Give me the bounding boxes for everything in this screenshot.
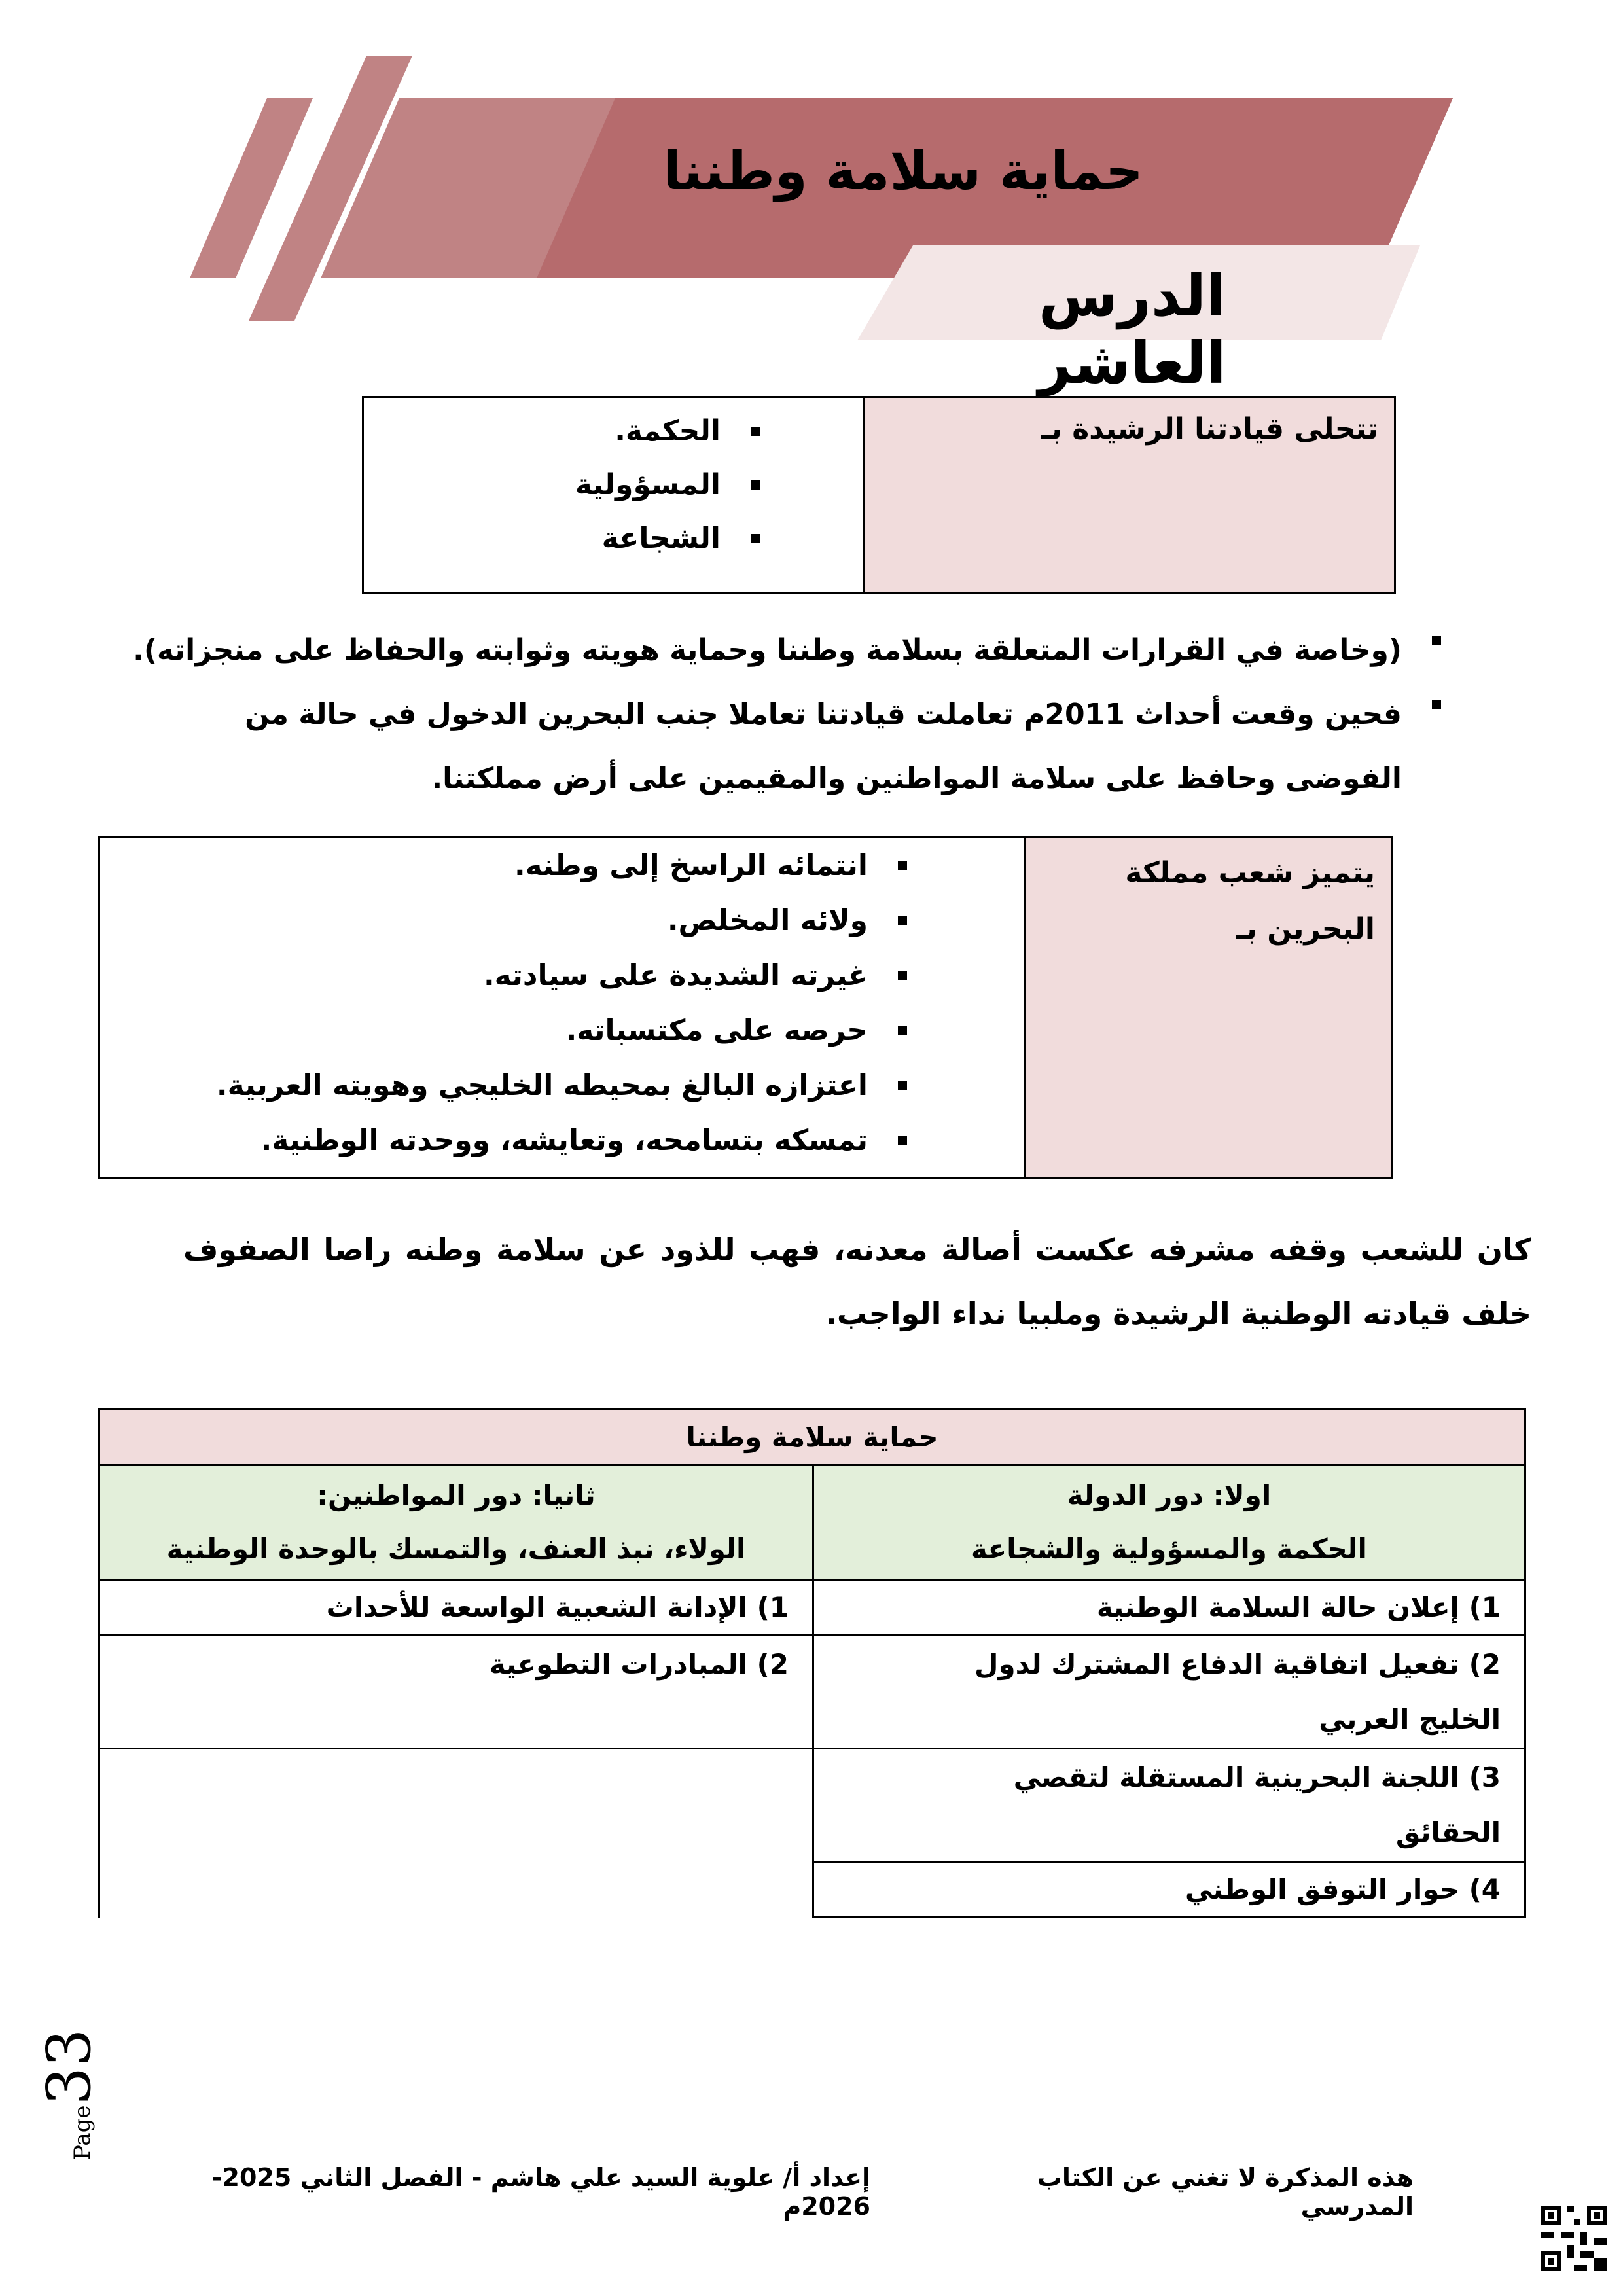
- state-item-4: [813, 1862, 1525, 1918]
- item-text: إعلان حالة السلامة الوطنية: [1096, 1591, 1459, 1623]
- item-number: 2): [757, 1648, 789, 1680]
- citizens-role-heading: ثانيا: دور المواطنين:: [317, 1479, 596, 1511]
- item-number: 2): [1469, 1648, 1501, 1680]
- item-text: حوار التوفق الوطني: [1185, 1873, 1459, 1905]
- state-item-2: [813, 1636, 1525, 1749]
- leadership-label-cell: [865, 397, 1395, 593]
- people-label-cell: [1025, 838, 1392, 1178]
- item-text: الإدانة الشعبية الواسعة للأحداث: [326, 1591, 747, 1623]
- list-item: فحين وقعت أحداث 2011م تعاملت قيادتنا تعاملا جنب البحرين الدخول في حالة من الفوضى وحافظ على سلامة المواطنين والمقيمين على أرض مملكتنا.: [124, 683, 1453, 811]
- citizens-role-sub: الولاء، نبذ العنف، والتمسك بالوحدة الوطنية: [166, 1533, 746, 1565]
- bullet-list: [124, 619, 1453, 811]
- list-item: حرصه على مكتسباته.: [100, 1003, 919, 1058]
- citizen-item-2: [99, 1636, 813, 1749]
- empty-cell: [99, 1862, 813, 1918]
- citizen-item-1: [99, 1580, 813, 1636]
- list-item: اعتزازه البالغ بمحيطه الخليجي وهويته العربية.: [100, 1058, 919, 1113]
- item-number: 1): [1469, 1591, 1501, 1623]
- item-number: 3): [1469, 1761, 1501, 1793]
- item-number: 4): [1469, 1873, 1501, 1905]
- state-item-1: [813, 1580, 1525, 1636]
- people-items-cell: [99, 838, 1025, 1178]
- state-role-heading: اولا: دور الدولة: [1067, 1479, 1272, 1511]
- lesson-title: الدرس العاشر: [1038, 262, 1226, 397]
- list-item: تمسكه بتسامحه، وتعايشه، ووحدته الوطنية.: [100, 1113, 919, 1168]
- list-item: المسؤولية: [364, 458, 772, 512]
- page-number-value: 33: [34, 2028, 104, 2106]
- footer-author: إعداد أ/ علوية السيد علي هاشم - الفصل الثاني 2025-2026م: [211, 2163, 870, 2221]
- people-label-line1: يتميز شعب مملكة: [1125, 856, 1375, 889]
- citizens-role-header: [99, 1465, 813, 1580]
- item-text: المبادرات التطوعية: [489, 1648, 747, 1680]
- leadership-label: تتحلى قيادتنا الرشيدة بـ: [1041, 412, 1378, 446]
- roles-table-title: حماية سلامة وطننا: [99, 1410, 1525, 1465]
- page-number: [34, 2028, 104, 2160]
- list-item: ولائه المخلص.: [100, 893, 919, 948]
- state-role-header: [813, 1465, 1525, 1580]
- item-number: 1): [757, 1591, 789, 1623]
- paragraph: كان للشعب وقفه مشرفه عكست أصالة معدنه، فهب للذود عن سلامة وطنه راصا الصفوف خلف قيادته الوطنية الرشيدة وملبيا نداء الواجب.: [183, 1232, 1531, 1331]
- list-item: الشجاعة: [364, 512, 772, 565]
- people-table: [98, 836, 1393, 1179]
- list-item: انتمائه الراسخ إلى وطنه.: [100, 838, 919, 893]
- leadership-table: [362, 396, 1396, 594]
- item-text: اللجنة البحرينية المستقلة لتقصي الحقائق: [1013, 1761, 1501, 1848]
- page-word: Page: [69, 2105, 96, 2160]
- roles-table: [98, 1408, 1526, 1918]
- list-item: الحكمة.: [364, 404, 772, 458]
- qr-code-icon: [1541, 2206, 1607, 2271]
- list-item: غيرته الشديدة على سيادته.: [100, 948, 919, 1003]
- page-title: حماية سلامة وطننا: [663, 141, 1143, 202]
- empty-cell: [99, 1749, 813, 1862]
- list-item: (وخاصة في القرارات المتعلقة بسلامة وطننا وحماية هويته وثوابته والحفاظ على منجزاته).: [124, 619, 1453, 683]
- footer-disclaimer: هذه المذكرة لا تغني عن الكتاب المدرسي: [1037, 2163, 1414, 2221]
- state-item-3: [813, 1749, 1525, 1862]
- item-text: تفعيل اتفاقية الدفاع المشترك لدول الخليج العربي: [974, 1648, 1501, 1735]
- leadership-items-cell: [363, 397, 865, 593]
- state-role-sub: الحكمة والمسؤولية والشجاعة: [971, 1533, 1367, 1565]
- people-label-line2: البحرين بـ: [1236, 912, 1375, 946]
